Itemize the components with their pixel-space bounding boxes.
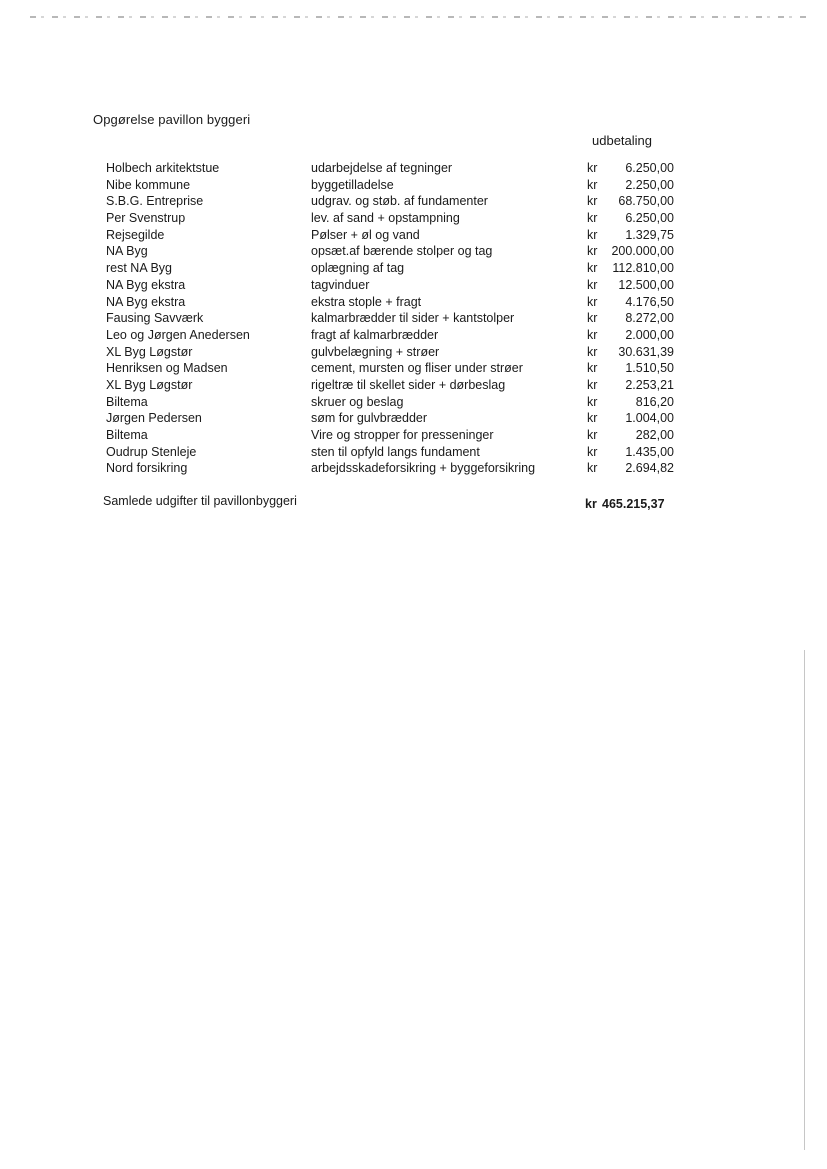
ledger-row (106, 177, 686, 194)
currency-label: kr (587, 411, 598, 426)
ledger-row (106, 243, 686, 260)
ledger-row (106, 427, 686, 444)
ledger-row (106, 360, 686, 377)
expense-description: opsæt.af bærende stolper og tag (311, 244, 493, 259)
currency-label: kr (587, 461, 598, 476)
amount-value: 1.329,75 (625, 227, 674, 242)
amount-value: 1.004,00 (625, 411, 674, 426)
payee-name: Holbech arkitektstue (106, 161, 220, 175)
expense-description: gulvbelægning + strøer (311, 344, 440, 359)
payee-name: NA Byg ekstra (106, 294, 186, 309)
ledger-row (106, 160, 686, 177)
document-title: Opgørelse pavillon byggeri (93, 112, 251, 127)
currency-label: kr (587, 244, 598, 259)
expense-description: arbejdsskadeforsikring + byggeforsikring (311, 461, 536, 476)
payee-name: Biltema (106, 428, 148, 442)
payee-name: Jørgen Pedersen (106, 411, 202, 426)
payee-name: rest NA Byg (106, 261, 172, 276)
amount-value: 30.631,39 (618, 344, 674, 359)
total-currency: kr (585, 497, 597, 511)
ledger-row (106, 344, 686, 361)
payee-name: Nord forsikring (106, 461, 188, 476)
currency-label: kr (587, 327, 598, 342)
amount-value: 2.250,00 (625, 177, 674, 192)
expense-description: lev. af sand + opstampning (311, 211, 460, 226)
currency-label: kr (587, 377, 598, 392)
amount-value: 8.272,00 (625, 311, 674, 326)
amount-value: 816,20 (635, 394, 674, 409)
amount-value: 282,00 (635, 428, 674, 442)
payee-name: Oudrup Stenleje (106, 444, 197, 459)
payee-name: Fausing Savværk (106, 311, 204, 326)
currency-label: kr (587, 361, 598, 376)
amount-value: 6.250,00 (625, 211, 674, 226)
payee-name: Biltema (106, 394, 148, 409)
payee-name: Nibe kommune (106, 177, 191, 192)
payee-name: NA Byg ekstra (106, 277, 186, 292)
column-header-udbetaling: udbetaling (592, 133, 652, 148)
total-amount: 465.215,37 (602, 497, 665, 511)
ledger-row (106, 294, 686, 311)
ledger-row (106, 444, 686, 461)
ledger-row (106, 310, 686, 327)
payee-name: XL Byg Løgstør (106, 377, 193, 392)
currency-label: kr (587, 277, 598, 292)
expense-description: ekstra stople + fragt (311, 294, 422, 309)
amount-value: 12.500,00 (618, 277, 674, 292)
expense-description: oplægning af tag (311, 261, 405, 276)
amount-value: 112.810,00 (612, 261, 674, 276)
payee-name: S.B.G. Entreprise (106, 194, 204, 209)
expense-description: Pølser + øl og vand (311, 227, 420, 242)
currency-label: kr (587, 394, 598, 409)
payee-name: NA Byg (106, 244, 148, 259)
expense-description: skruer og beslag (311, 394, 404, 409)
currency-label: kr (587, 344, 598, 359)
ledger-row (106, 377, 686, 394)
ledger-row (106, 193, 686, 210)
expense-description: rigeltræ til skellet sider + dørbeslag (311, 377, 506, 392)
ledger-row (106, 327, 686, 344)
total-label: Samlede udgifter til pavillonbyggeri (103, 494, 297, 508)
payee-name: Rejsegilde (106, 227, 165, 242)
payee-name: Henriksen og Madsen (106, 361, 228, 376)
expense-description: sten til opfyld langs fundament (311, 444, 480, 459)
currency-label: kr (587, 177, 598, 192)
amount-value: 1.510,50 (625, 361, 674, 376)
ledger-row (106, 210, 686, 227)
payee-name: Per Svenstrup (106, 211, 186, 226)
currency-label: kr (587, 227, 598, 242)
amount-value: 2.253,21 (625, 377, 674, 392)
currency-label: kr (587, 194, 598, 209)
currency-label: kr (587, 161, 598, 175)
amount-value: 4.176,50 (625, 294, 674, 309)
currency-label: kr (587, 211, 598, 226)
expense-description: søm for gulvbrædder (311, 411, 428, 426)
expense-description: udarbejdelse af tegninger (311, 161, 453, 175)
currency-label: kr (587, 311, 598, 326)
scan-edge-line (804, 650, 805, 1150)
payee-name: XL Byg Løgstør (106, 344, 193, 359)
expense-description: udgrav. og støb. af fundamenter (311, 194, 488, 209)
amount-value: 68.750,00 (618, 194, 674, 209)
expense-description: tagvinduer (311, 277, 370, 292)
expense-description: cement, mursten og fliser under strøer (311, 361, 523, 376)
ledger-row (106, 460, 686, 477)
expense-description: kalmarbrædder til sider + kantstolper (311, 311, 515, 326)
amount-value: 200.000,00 (611, 244, 674, 259)
ledger-row (106, 227, 686, 244)
expense-description: byggetilladelse (311, 177, 394, 192)
scan-edge-artifact (30, 16, 810, 18)
currency-label: kr (587, 294, 598, 309)
ledger-row (106, 394, 686, 411)
ledger-row (106, 277, 686, 294)
expense-description: fragt af kalmarbrædder (311, 327, 439, 342)
expense-description: Vire og stropper for presseninger (311, 428, 494, 442)
ledger-row (106, 410, 686, 427)
amount-value: 1.435,00 (625, 444, 674, 459)
amount-value: 6.250,00 (625, 161, 674, 175)
currency-label: kr (587, 428, 598, 442)
amount-value: 2.694,82 (625, 461, 674, 476)
currency-label: kr (587, 261, 598, 276)
ledger-row (106, 260, 686, 277)
expense-ledger (106, 160, 686, 477)
payee-name: Leo og Jørgen Anedersen (106, 327, 250, 342)
amount-value: 2.000,00 (625, 327, 674, 342)
currency-label: kr (587, 444, 598, 459)
